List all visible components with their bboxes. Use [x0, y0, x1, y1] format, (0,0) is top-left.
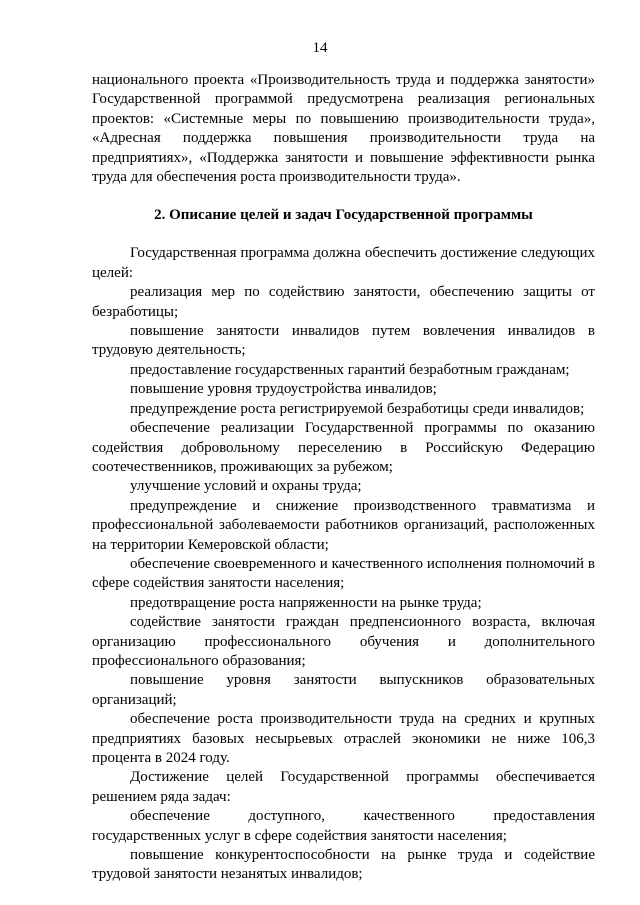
paragraph-goal: повышение занятости инвалидов путем вовлечения инвалидов в трудовую деятельность;: [92, 323, 595, 359]
page-number: 14: [312, 40, 328, 56]
paragraph-goal: повышение уровня трудоустройства инвалидов;: [130, 381, 437, 398]
paragraph-goal: улучшение условий и охраны труда;: [130, 478, 362, 495]
section-heading: 2. Описание целей и задач Государственной программы: [154, 207, 533, 224]
intro-paragraph: национального проекта «Производительность труда и поддержка занятости» Государственной программой предусмотрена реализация региональных проектов: «Системные меры по повышению производительности труда», «Адресная поддержка повышения производительности труда на предприятиях», «Поддержка занятости и повышение эффективности рынка труда для обеспечения роста производительности труда».: [92, 72, 595, 186]
paragraph-goal: предотвращение роста напряженности на рынке труда;: [130, 594, 482, 611]
paragraph-task: повышение конкурентоспособности на рынке труда и содействие трудовой занятости незанятых инвалидов;: [92, 847, 595, 883]
paragraph-goal: обеспечение реализации Государственной программы по оказанию содействия добровольному переселению в Российскую Федерацию соотечественников, проживающих за рубежом;: [92, 420, 595, 475]
paragraph-goal: реализация мер по содействию занятости, обеспечению защиты от безработицы;: [92, 284, 595, 320]
paragraph-goal: предупреждение и снижение производственного травматизма и профессиональной заболеваемости работников организаций, расположенных на территории Кемеровской области;: [92, 497, 595, 553]
paragraph-goal: предупреждение роста регистрируемой безработицы среди инвалидов;: [130, 400, 585, 417]
paragraph-goal: обеспечение своевременного и качественного исполнения полномочий в сфере содействия занятости населения;: [92, 555, 595, 592]
paragraph-goal: повышение уровня занятости выпускников образовательных организаций;: [92, 672, 595, 708]
paragraph-goal: обеспечение роста производительности труда на средних и крупных предприятиях базовых несырьевых отраслей экономики не ниже 106,3 процента в 2024 году.: [92, 711, 595, 766]
paragraph-goal: предоставление государственных гарантий безработным гражданам;: [130, 361, 570, 378]
document-body: [92, 71, 595, 885]
paragraph-tasks-intro: Достижение целей Государственной программы обеспечивается решением ряда задач:: [92, 769, 595, 805]
paragraph-task: обеспечение доступного, качественного предоставления государственных услуг в сфере содействия занятости населения;: [92, 808, 595, 844]
paragraph-goal: содействие занятости граждан предпенсионного возраста, включая организацию профессионального обучения и дополнительного профессионального образования;: [92, 614, 595, 669]
paragraph-goals-intro: Государственная программа должна обеспечить достижение следующих целей:: [92, 245, 595, 281]
